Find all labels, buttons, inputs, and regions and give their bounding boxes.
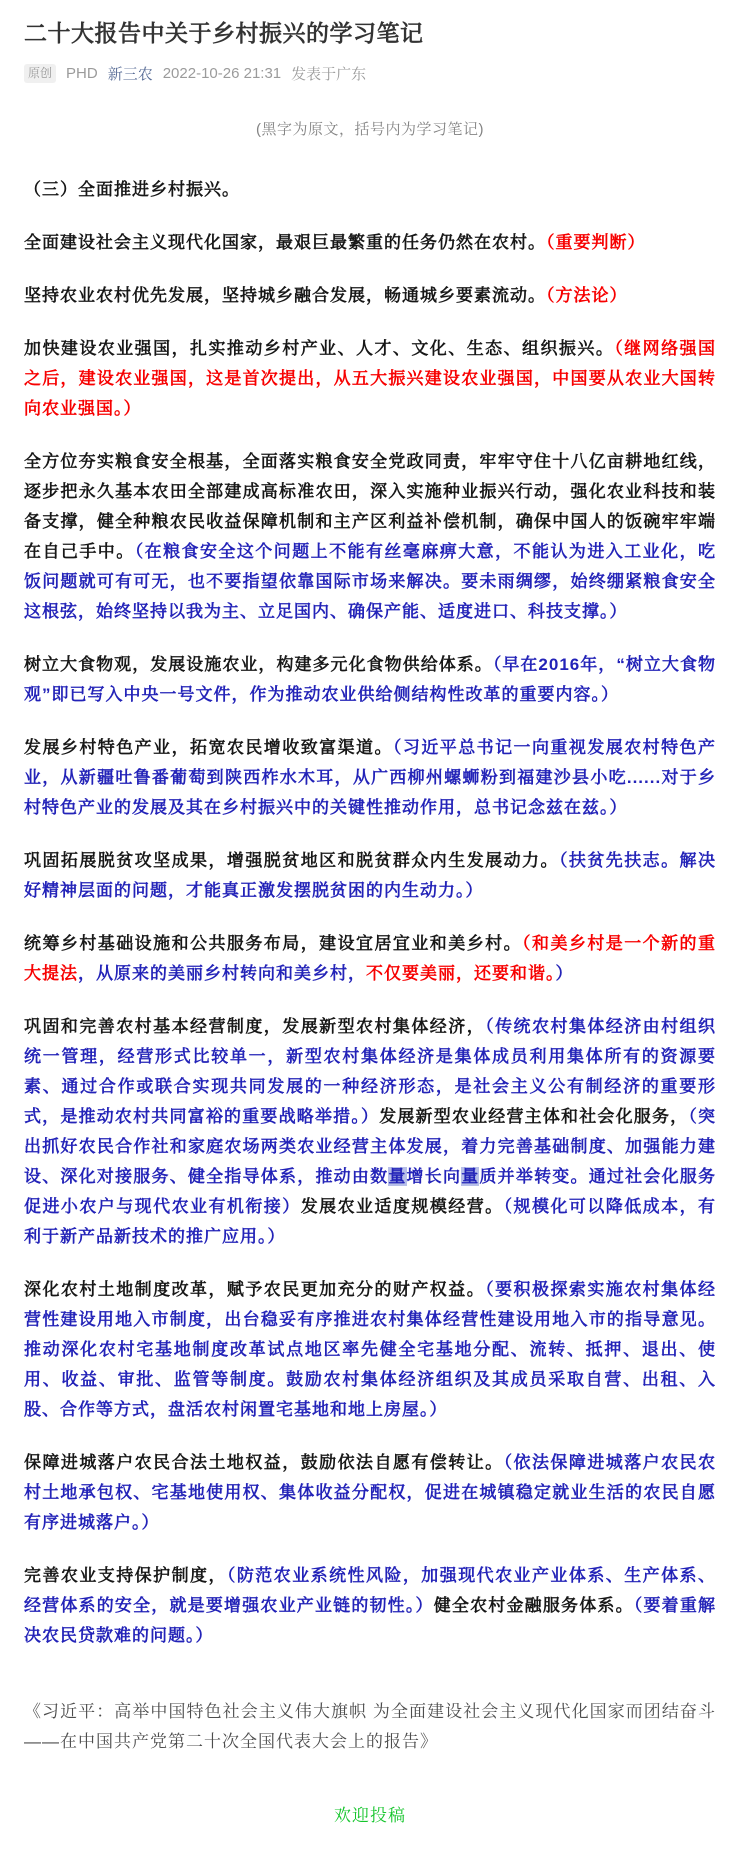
paragraph	[24, 334, 716, 424]
study-note-text: 质并举转变。通过社会化服务促进小农户与现代农业有机衔接）	[24, 1167, 717, 1217]
study-note-text: （重要判断）	[546, 233, 646, 253]
study-note-text: （要着重解决农民贷款难的问题。）	[24, 1596, 717, 1646]
study-note-text: ，从原来的美丽乡村转向和美乡村，	[78, 964, 366, 984]
paragraph	[24, 447, 716, 627]
study-note-text: （传统农村集体经济由村组织统一管理，经营形式比较单一，新型农村集体经济是集体成员利用集体所有的资源要素、通过合作或联合实现共同发展的一种经济形态，是社会主义公有制经济的重要形式，是推动农村共同富裕的重要战略举措。）	[24, 1017, 717, 1127]
original-text: 发展乡村特色产业，拓宽农民增收致富渠道。	[24, 738, 393, 758]
paragraph	[24, 281, 716, 311]
article-meta	[24, 63, 716, 84]
footer	[24, 1801, 716, 1826]
study-note-text: （防范农业系统性风险，加强现代农业产业体系、生产体系、经营体系的安全，就是要增强农业产业链的韧性。）	[24, 1566, 716, 1616]
study-note-text: （突出抓好农民合作社和家庭农场两类农业经营主体发展，着力完善基础制度、加强能力建设、深化对接服务、健全指导体系，推动由数	[24, 1107, 717, 1187]
paragraph	[24, 733, 716, 823]
legend-note: (黑字为原文，括号内为学习笔记)	[256, 121, 484, 139]
account-link[interactable]: 新三农	[107, 66, 153, 84]
study-note-text: 不仅要美丽，还要和谐。	[366, 964, 556, 984]
study-note-text: （方法论）	[546, 286, 628, 306]
publish-datetime: 2022-10-26 21:31	[162, 65, 282, 83]
submit-article-link[interactable]: 欢迎投稿	[334, 1806, 406, 1826]
original-text: 加快建设农业强国，扎实推动乡村产业、人才、文化、生态、组织振兴。	[24, 339, 615, 359]
paragraph	[24, 1561, 716, 1651]
original-text: 发展新型农业经营主体和社会化服务，	[379, 1107, 689, 1127]
original-text: 全方位夯实粮食安全根基，全面落实粮食安全党政同责，牢牢守住十八亿亩耕地红线，逐步把永久基本农田全部建成高标准农田，深入实施种业振兴行动，强化农业科技和装备支撑，健全种粮农民收益保障机制和主产区利益补偿机制，确保中国人的饭碗牢牢端在自己手中。	[24, 452, 716, 562]
original-text: 巩固和完善农村基本经营制度，发展新型农村集体经济，	[24, 1017, 486, 1037]
study-note-text: （早在2016年，“树立大食物观”即已写入中央一号文件，作为推动农业供给侧结构性改革的重要内容。）	[24, 655, 716, 705]
study-note-text: 增长向	[406, 1167, 462, 1187]
original-text: 树立大食物观，发展设施农业，构建多元化食物供给体系。	[24, 655, 493, 675]
page-title: 二十大报告中关于乡村振兴的学习笔记	[24, 20, 424, 46]
original-text: 发展农业适度规模经营。	[300, 1197, 504, 1217]
original-text: 完善农业支持保护制度，	[24, 1566, 227, 1586]
paragraph	[24, 1448, 716, 1538]
original-text: 统筹乡村基础设施和公共服务布局，建设宜居宜业和美乡村。	[24, 934, 523, 954]
paragraph	[24, 228, 716, 258]
original-text: 保障进城落户农民合法土地权益，鼓励依法自愿有偿转让。	[24, 1453, 504, 1473]
publish-location: 发表于广东	[291, 66, 367, 84]
paragraphs-container	[24, 228, 716, 1651]
study-note-text: （规模化可以降低成本，有利于新产品新技术的推广应用。）	[24, 1197, 717, 1247]
study-note-text: （要积极探索实施农村集体经营性建设用地入市制度，出台稳妥有序推进农村集体经营性建设用地入市的指导意见。推动深化农村宅基地制度改革试点地区率先健全宅基地分配、流转、抵押、退出、使用、收益、审批、监管等制度。鼓励农村集体经济组织及其成员采取自营、出租、入股、合作等方式，盘活农村闲置宅基地和地上房屋。）	[24, 1280, 717, 1420]
paragraph	[24, 1012, 716, 1252]
study-note-text: 量	[461, 1167, 480, 1187]
report-citation: 《习近平：高举中国特色社会主义伟大旗帜 为全面建设社会主义现代化国家而团结奋斗——在中国共产党第二十次全国代表大会上的报告》	[24, 1702, 716, 1752]
original-text: 深化农村土地制度改革，赋予农民更加充分的财产权益。	[24, 1280, 486, 1300]
paragraph	[24, 1275, 716, 1425]
study-note-text: （扶贫先扶志。解决好精神层面的问题，才能真正激发摆脱贫困的内生动力。）	[24, 851, 717, 901]
section-heading: （三）全面推进乡村振兴。	[24, 180, 240, 200]
paragraph	[24, 929, 716, 989]
original-text: 坚持农业农村优先发展，坚持城乡融合发展，畅通城乡要素流动。	[24, 286, 546, 306]
original-badge: 原创	[24, 64, 56, 83]
paragraph	[24, 650, 716, 710]
study-note-text: （继网络强国之后，建设农业强国，这是首次提出，从五大振兴建设农业强国，中国要从农业大国转向农业强国。）	[24, 339, 717, 419]
study-note-text: （依法保障进城落户农民农村土地承包权、宅基地使用权、集体收益分配权，促进在城镇稳定就业生活的农民自愿有序进城落户。）	[24, 1453, 716, 1533]
paragraph	[24, 846, 716, 906]
original-text: 健全农村金融服务体系。	[433, 1596, 634, 1616]
study-note-text: （和美乡村是一个新的重大提法	[24, 934, 717, 984]
study-note-text: 量	[388, 1167, 407, 1187]
study-note-text: ）	[555, 964, 574, 984]
original-text: 巩固拓展脱贫攻坚成果，增强脱贫地区和脱贫群众内生发展动力。	[24, 851, 559, 871]
study-note-text: （在粮食安全这个问题上不能有丝毫麻痹大意，不能认为进入工业化，吃饭问题就可有可无，也不要指望依靠国际市场来解决。要未雨绸缪，始终绷紧粮食安全这根弦，始终坚持以我为主、立足国内、确保产能、适度进口、科技支撑。）	[24, 542, 717, 622]
study-note-text: （习近平总书记一向重视发展农村特色产业，从新疆吐鲁番葡萄到陕西柞水木耳，从广西柳州螺蛳粉到福建沙县小吃......对于乡村特色产业的发展及其在乡村振兴中的关键性推动作用，总书记念兹在兹。）	[24, 738, 717, 818]
original-text: 全面建设社会主义现代化国家，最艰巨最繁重的任务仍然在农村。	[24, 233, 546, 253]
author-name: PHD	[66, 65, 98, 83]
